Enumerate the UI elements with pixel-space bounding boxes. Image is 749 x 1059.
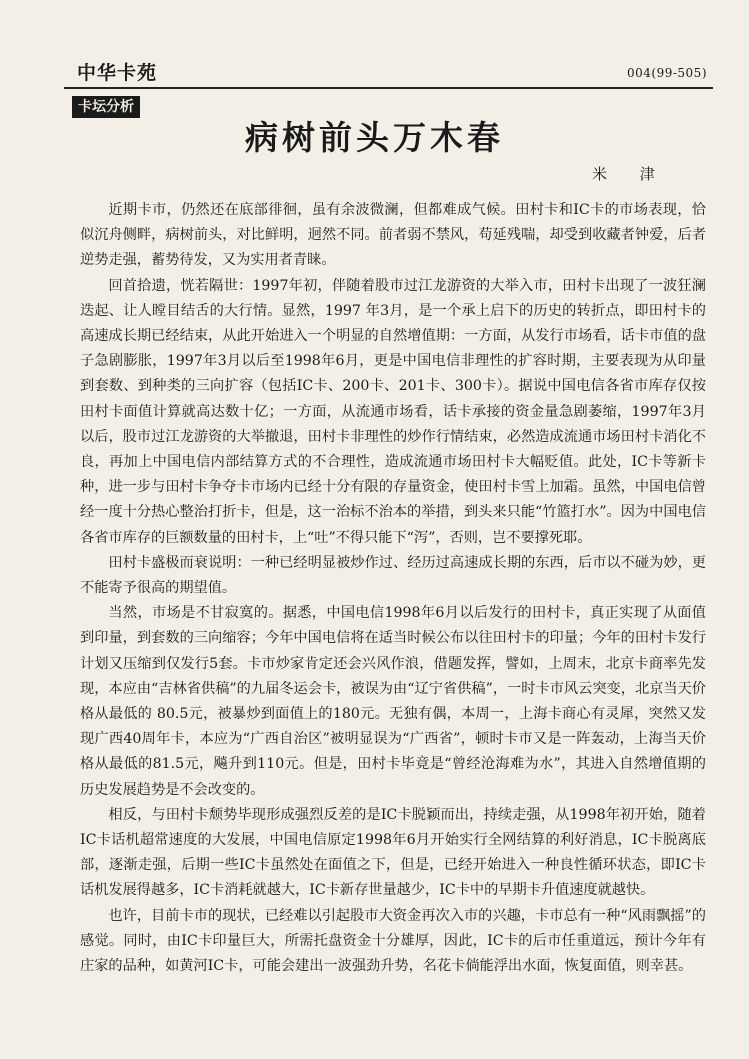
header-rule xyxy=(64,87,713,89)
paragraph: 也许，目前卡市的现状，已经难以引起股市大资金再次入市的兴趣，卡市总有一种“风雨飘摇”的感觉。同时，由IC卡印量巨大，所需托盘资金十分雄厚，因此，IC卡的后市任重道远，预计今年有庄家的品种，如黄河IC卡，可能会建出一波强劲升势，名花卡倘能浮出水面，恢复面值，则幸甚。 xyxy=(80,907,706,975)
paragraph: 近期卡市，仍然还在底部徘徊，虽有余波微澜，但都难成气候。田村卡和IC卡的市场表现，恰似沉舟侧畔，病树前头，对比鲜明，迥然不同。前者弱不禁风，苟延残喘，却受到收藏者钟爱，后者逆势走强，蓄势待发，又为实用者青睐。 xyxy=(80,202,706,269)
paragraph: 田村卡盛极而衰说明：一种已经明显被炒作过、经历过高速成长期的东西，后市以不碰为妙，更不能寄予很高的期望值。 xyxy=(80,554,706,597)
paragraph: 当然，市场是不甘寂寞的。据悉，中国电信1998年6月以后发行的田村卡，真正实现了从面值到印量，到套数的三向缩容；今年中国电信将在适当时候公布以往田村卡的印量；今年的田村卡发行计划又压缩到仅发行5套。卡市炒家肯定还会兴风作浪，借题发挥，譬如，上周末，北京卡商率先发现，本应由“吉林省供稿”的九届冬运会卡，被误为由“辽宁省供稿”，一时卡市风云突变，北京当天价格从最低的 80.5元，被暴炒到面值上的180元。无独有偶，本周一，上海卡商心有灵犀，突然又发现广西40周年卡，本应为“广西自治区”被明显误为“广西省”，顿时卡市又是一阵轰动，上海当天价格从最低的81.5元，飚升到110元。但是，田村卡毕竟是“曾经沧海难为水”，其进入自然增值期的历史发展趋势是不会改变的。 xyxy=(80,605,706,798)
magazine-name: 中华卡苑 xyxy=(77,62,158,84)
section-tag: 卡坛分析 xyxy=(72,96,140,118)
article-author: 米 津 xyxy=(592,165,669,183)
article-title: 病树前头万木春 xyxy=(245,118,504,157)
paragraph: 回首拾遗，恍若隔世：1997年初，伴随着股市过江龙游资的大举入市，田村卡出现了一波狂澜迭起、让人瞠目结舌的大行情。显然，1997 年3月，是一个承上启下的历史的转折点，即田村卡的高速成长期已经结束，从此开始进入一个明显的自然增值期：一方面，从发行市场看，话卡市值的盘子急剧膨胀，1997年3月以后至1998年6月，更是中国电信非理性的扩容时期，主要表现为从印量到套数、到种类的三向扩容（包括IC卡、200卡、201卡、300卡）。据说中国电信各省市库存仅按田村卡面值计算就高达数十亿；一方面，从流通市场看，话卡承接的资金量急剧萎缩，1997年3月以后，股市过江龙游资的大举撤退，田村卡非理性的炒作行情结束，必然造成流通市场田村卡消化不良，再加上中国电信内部结算方式的不合理性，造成流通市场田村卡大幅贬值。此处，IC卡等新卡种，进一步与田村卡争夺卡市场内已经十分有限的存量资金，使田村卡雪上加霜。虽然，中国电信曾经一度十分热心整治打折卡，但是，这一治标不治本的举措，到头来只能“竹篮打水”。因为中国电信各省市库存的巨额数量的田村卡，上“吐”不得只能下“泻”，否则，岂不要撑死耶。 xyxy=(80,277,706,546)
article-body xyxy=(80,198,706,979)
paragraph: 相反，与田村卡颓势毕现形成强烈反差的是IC卡脱颖而出，持续走强，从1998年初开始，随着IC卡话机超常速度的大发展，中国电信原定1998年6月开始实行全网结算的利好消息，IC卡脱离底部，逐渐走强，后期一些IC卡虽然处在面值之下，但是，已经开始进入一种良性循环状态，即IC卡话机发展得越多，IC卡消耗就越大，IC卡新存世量越少，IC卡中的早期卡升值速度就越快。 xyxy=(80,806,706,899)
issue-number: 004(99-505) xyxy=(627,66,707,80)
